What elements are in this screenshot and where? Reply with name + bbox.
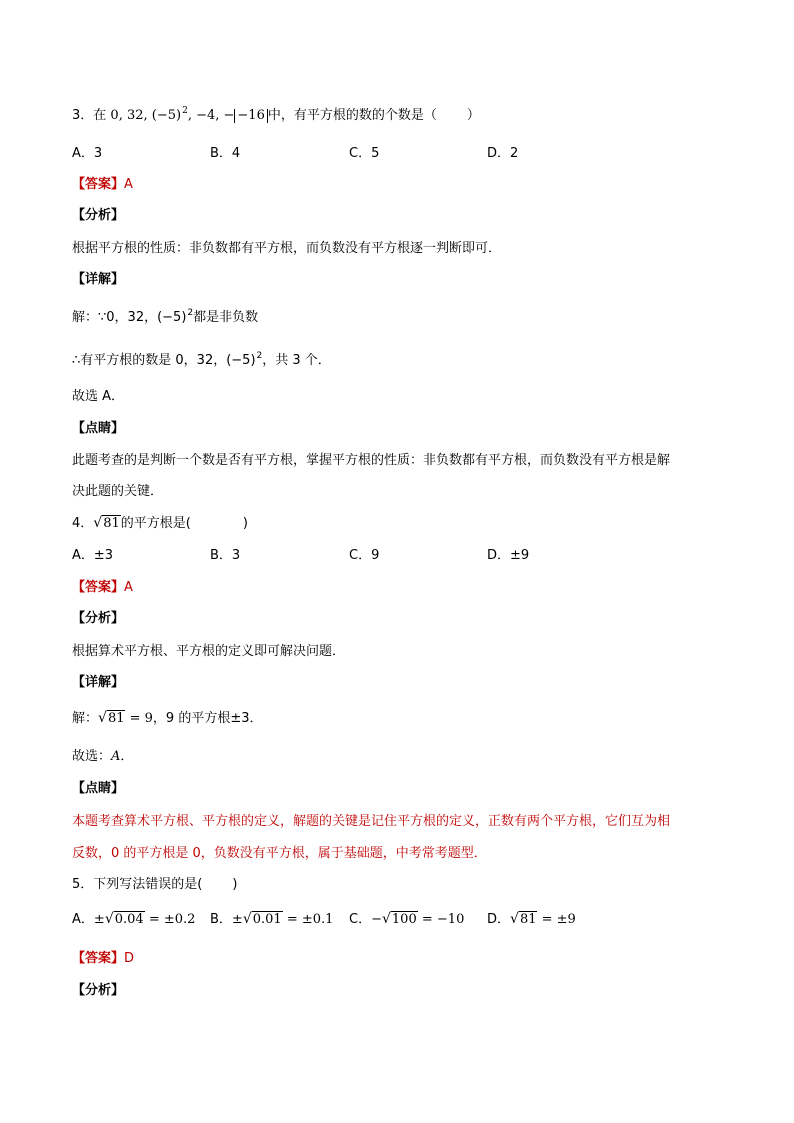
q3-analysis-text: 根据平方根的性质：非负数都有平方根，而负数没有平方根逐一判断即可． [72, 241, 502, 256]
q5-close-paren: ) [232, 877, 238, 892]
q4-option-d: D．±9 [487, 548, 530, 563]
q3-exponent: 2 [182, 106, 188, 116]
q4-answer-row [72, 579, 133, 597]
q5-option-d-label: D． [487, 912, 511, 927]
q4-question-text: 的平方根是( [120, 516, 191, 531]
q4-comment-line1: 本题考查算术平方根、平方根的定义，解题的关键是记住平方根的定义，正数有两个平方根，它们互为相 [72, 814, 671, 829]
q3-comment-label: 【点睛】 [72, 421, 125, 436]
q4-stem [72, 515, 248, 533]
q4-solution-line1 [72, 710, 263, 728]
q4-solution-sqrt: √ 81 [98, 710, 125, 726]
q4-solution1-prefix: 解： [72, 711, 99, 726]
q5-stem [72, 876, 237, 894]
q3-option-c: C．5 [349, 146, 380, 161]
q4-comment-label: 【点睛】 [72, 781, 125, 796]
q5-option-b-label: B． [210, 912, 232, 927]
q3-option-a: A．3 [72, 146, 103, 161]
q3-solution1-exponent: 2 [187, 308, 194, 318]
q5-option-b-sqrt: √ 0.01 [242, 911, 282, 927]
q5-option-c-sqrt: √ 100 [381, 911, 417, 927]
q5-option-a-result: = ±0.2 [148, 912, 196, 927]
q4-solution-radicand: 81 [107, 711, 125, 726]
q3-number: 3．在 [72, 108, 107, 123]
q3-list-part1: 0, 32, (−5) [110, 108, 182, 123]
q3-solution1-tail: 都是非负数 [193, 310, 259, 325]
q4-solution2-prefix: 故选： [72, 749, 112, 764]
q3-answer-label: 【答案】 [72, 177, 125, 192]
q5-option-d-radicand: 81 [519, 912, 537, 927]
q5-option-a [72, 911, 195, 929]
q4-detail-label: 【详解】 [72, 675, 125, 690]
q5-option-d-result: = ±9 [541, 912, 576, 927]
q5-option-b-sign: ± [231, 912, 243, 927]
q4-analysis-label: 【分析】 [72, 611, 125, 626]
q4-option-b: B．3 [210, 548, 241, 563]
q4-comment-line2: 反数，0 的平方根是 0，负数没有平方根，属于基础题，中考常考题型． [72, 846, 487, 861]
q3-close-paren: ） [466, 108, 480, 123]
q5-analysis-label: 【分析】 [72, 983, 125, 998]
q3-option-d: D．2 [487, 146, 519, 161]
q3-abs-inner: −16 [237, 108, 265, 123]
q4-analysis-text: 根据算术平方根、平方根的定义即可解决问题． [72, 644, 346, 659]
q4-sqrt: √ 81 [93, 515, 120, 531]
q3-comment-line2: 决此题的关键． [72, 484, 164, 499]
q5-option-b-result: = ±0.1 [286, 912, 334, 927]
q4-option-a: A．±3 [72, 548, 114, 563]
q3-answer-row [72, 176, 133, 194]
q3-analysis-label: 【分析】 [72, 208, 125, 223]
q5-answer-label: 【答案】 [72, 951, 125, 966]
q3-solution2-exponent: 2 [256, 351, 263, 361]
q3-detail-label: 【详解】 [72, 272, 125, 287]
q4-solution-line2 [72, 748, 133, 766]
q3-option-b: B．4 [210, 146, 241, 161]
q5-option-d-sqrt: √ 81 [510, 911, 537, 927]
q3-question-text: 中，有平方根的数的个数是（ [267, 108, 437, 123]
q5-option-c-label: C． [349, 912, 372, 927]
q5-option-b-radicand: 0.01 [252, 912, 282, 927]
q5-option-c-radicand: 100 [391, 912, 417, 927]
q4-answer-label: 【答案】 [72, 580, 125, 595]
q3-solution-line2 [72, 352, 331, 371]
q4-solution1-eq: = 9 [129, 711, 153, 726]
q4-radicand: 81 [103, 516, 120, 531]
q5-question-text: 5．下列写法错误的是( [72, 877, 203, 892]
q3-solution1-text: 解：∵0，32，(−5) [72, 310, 187, 325]
q5-option-b [210, 911, 333, 929]
q3-solution-line3: 故选 A． [72, 389, 125, 404]
q3-solution-line1 [72, 309, 258, 328]
q5-option-c [349, 911, 464, 929]
q3-solution2-tail: ，共 3 个． [262, 353, 331, 368]
q5-option-d [487, 911, 576, 929]
q3-abs-value [234, 109, 267, 123]
q3-comment-line1: 此题考查的是判断一个数是否有平方根，掌握平方根的性质：非负数都有平方根，而负数没有平方根是解 [72, 453, 671, 468]
q4-answer-value: A [124, 580, 133, 595]
q3-list-part2: , −4, − [187, 108, 235, 123]
q3-stem [72, 107, 480, 126]
q4-solution2-period: ． [120, 749, 134, 764]
q5-option-c-result: = −10 [421, 912, 465, 927]
q5-option-c-sign: − [371, 912, 382, 927]
q5-answer-value: D [124, 951, 135, 966]
q4-solution1-tail: ，9 的平方根±3． [152, 711, 263, 726]
q5-answer-row [72, 950, 134, 968]
q3-answer-value: A [124, 177, 133, 192]
q5-option-a-radicand: 0.04 [114, 912, 144, 927]
q4-number: 4． [72, 516, 94, 531]
q5-option-a-label: A． [72, 912, 94, 927]
q4-solution2-choice: A [111, 749, 121, 764]
q3-solution2-text: ∴有平方根的数是 0，32，(−5) [72, 353, 256, 368]
q5-option-a-sign: ± [93, 912, 105, 927]
q5-option-a-sqrt: √ 0.04 [104, 911, 144, 927]
q4-option-c: C．9 [349, 548, 380, 563]
q4-close-paren: ) [242, 516, 248, 531]
